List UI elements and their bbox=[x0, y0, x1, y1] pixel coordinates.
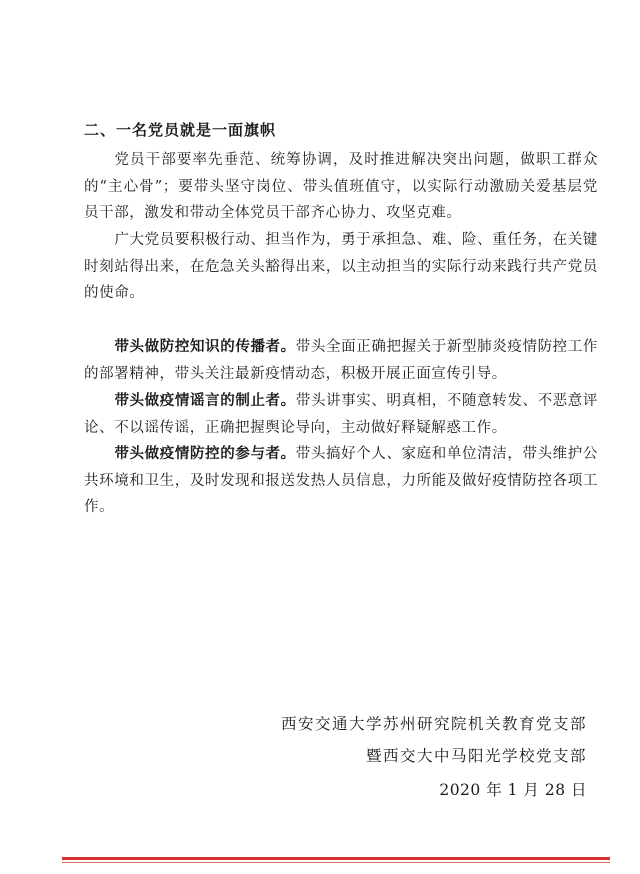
signature-org-line-1: 西安交通大学苏州研究院机关教育党支部 bbox=[280, 715, 587, 733]
section-heading: 二、一名党员就是一面旗帜 bbox=[84, 121, 277, 139]
paragraph-text: 党员干部要率先垂范、统筹协调，及时推进解决突出问题，做职工群众的“主心骨”；要带头坚守岗位、带头值班值守，以实际行动激励关爱基层党员干部，激发和带动全体党员干部齐心协力、攻坚克难。 bbox=[84, 152, 598, 221]
paragraph-text: 带头全面正确把握关于新型肺炎疫情防控工作的部署精神，带头关注最新疫情动态，积极开展正面宣传引导。 bbox=[84, 339, 598, 382]
signature-date: 2020 年 1 月 28 日 bbox=[439, 781, 587, 799]
paragraph-rumor-stopper bbox=[84, 388, 598, 441]
paragraph-knowledge-spreader bbox=[84, 334, 598, 387]
paragraph-party-cadres bbox=[84, 147, 598, 227]
paragraph-lead: 带头做防控知识的传播者。 bbox=[114, 339, 296, 355]
paragraph-text: 广大党员要积极行动、担当作为，勇于承担急、难、险、重任务，在关键时刻站得出来，在危急关头豁得出来，以主动担当的实际行动来践行共产党员的使命。 bbox=[84, 232, 598, 301]
paragraph-text: 带头讲事实、明真相，不随意转发、不恶意评论、不以谣传谣，正确把握舆论导向，主动做好释疑解惑工作。 bbox=[84, 393, 598, 436]
footer-rule-thick bbox=[62, 857, 610, 860]
paragraph-lead: 带头做疫情谣言的制止者。 bbox=[114, 393, 296, 409]
paragraph-prevention-participant bbox=[84, 441, 598, 521]
paragraph-text: 带头搞好个人、家庭和单位清洁，带头维护公共环境和卫生，及时发现和报送发热人员信息，力所能及做好疫情防控各项工作。 bbox=[84, 446, 598, 515]
signature-org-line-2: 暨西交大中马阳光学校党支部 bbox=[365, 747, 587, 765]
paragraph-lead: 带头做疫情防控的参与者。 bbox=[114, 446, 296, 462]
paragraph-party-members bbox=[84, 227, 598, 307]
footer-rule-thin bbox=[62, 862, 610, 863]
